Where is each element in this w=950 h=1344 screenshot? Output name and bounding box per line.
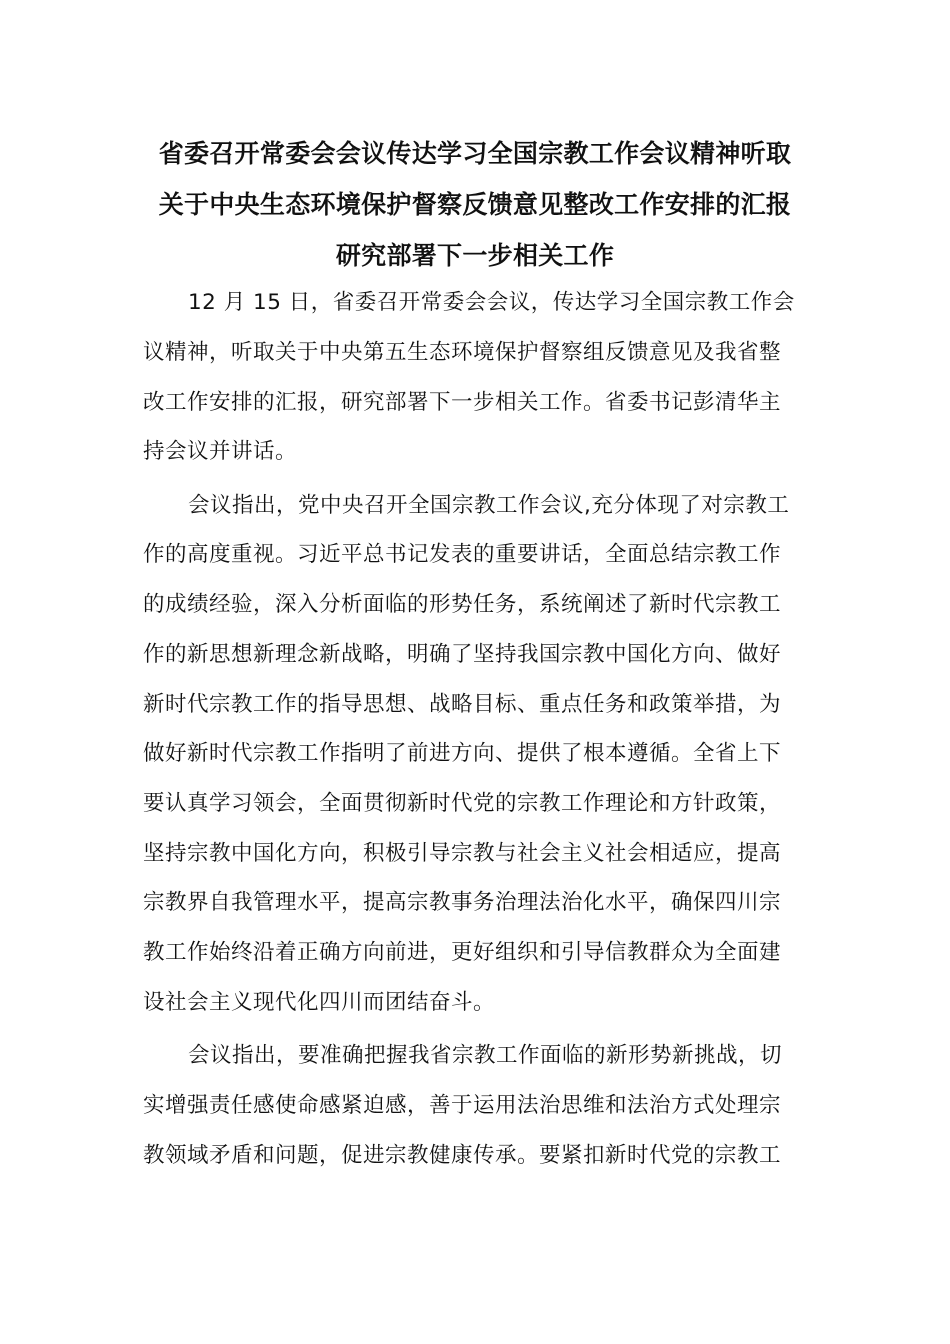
paragraph-line: 作的高度重视。习近平总书记发表的重要讲话，全面总结宗教工作 [143, 542, 782, 567]
paragraph-line: 设社会主义现代化四川而团结奋斗。 [143, 990, 496, 1015]
paragraph-line: 持会议并讲话。 [143, 439, 298, 464]
paragraph-line: 作的新思想新理念新战略，明确了坚持我国宗教中国化方向、做好 [143, 642, 782, 667]
paragraph-line: 坚持宗教中国化方向，积极引导宗教与社会主义社会相适应，提高 [143, 841, 782, 866]
paragraph-line: 实增强责任感使命感紧迫感，善于运用法治思维和法治方式处理宗 [143, 1093, 782, 1118]
paragraph-line: 教工作始终沿着正确方向前进，更好组织和引导信教群众为全面建 [143, 940, 782, 965]
paragraph-line: 的成绩经验，深入分析面临的形势任务，系统阐述了新时代宗教工 [143, 592, 782, 617]
paragraph-line: 做好新时代宗教工作指明了前进方向、提供了根本遵循。全省上下 [143, 741, 782, 766]
title-line: 研究部署下一步相关工作 [335, 241, 615, 270]
paragraph-line: 会议指出，党中央召开全国宗教工作会议,充分体现了对宗教工 [188, 493, 790, 518]
title-line: 省委召开常委会会议传达学习全国宗教工作会议精神听取 [158, 139, 792, 168]
paragraph-line: 12 月 15 日，省委召开常委会会议，传达学习全国宗教工作会 [188, 290, 795, 315]
paragraph-line: 改工作安排的汇报，研究部署下一步相关工作。省委书记彭清华主 [143, 390, 782, 415]
paragraph-line: 教领域矛盾和问题，促进宗教健康传承。要紧扣新时代党的宗教工 [143, 1143, 782, 1168]
paragraph-line: 会议指出，要准确把握我省宗教工作面临的新形势新挑战，切 [188, 1043, 783, 1068]
document-title [140, 128, 810, 281]
paragraph-line: 宗教界自我管理水平，提高宗教事务治理法治化水平，确保四川宗 [143, 890, 782, 915]
paragraph-line: 议精神，听取关于中央第五生态环境保护督察组反馈意见及我省整 [143, 340, 782, 365]
paragraph-line: 新时代宗教工作的指导思想、战略目标、重点任务和政策举措，为 [143, 692, 782, 717]
title-line: 关于中央生态环境保护督察反馈意见整改工作安排的汇报 [158, 190, 792, 219]
paragraph-line: 要认真学习领会，全面贯彻新时代党的宗教工作理论和方针政策， [143, 791, 782, 816]
